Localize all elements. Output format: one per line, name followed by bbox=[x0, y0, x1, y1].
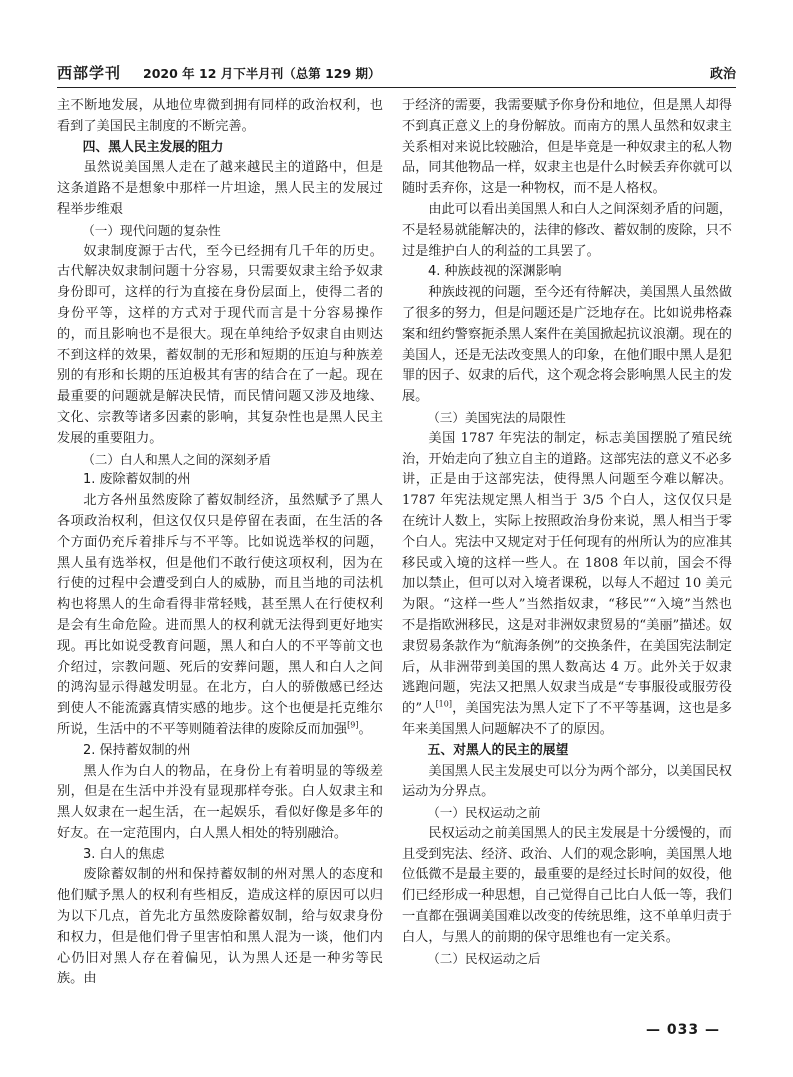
header-rule bbox=[57, 87, 736, 88]
paragraph bbox=[57, 762, 383, 845]
text-run: 于经济的需要，我需要赋予你身份和地位，但是黑人却得不到真正意义上的身份解放。而南方的黑人虽然和奴隶主关系相对来说比较融洽，但是毕竟是一种奴隶主的私人物品，同其他物品一样，奴隶主也是什么时候丢弃你就可以随时丢弃你，这是一种物权，而不是人格权。 bbox=[402, 98, 732, 197]
section-heading bbox=[57, 138, 383, 159]
text-run: 1. 废除蓄奴制的州 bbox=[83, 472, 191, 488]
section-heading bbox=[402, 741, 732, 762]
right-column bbox=[402, 96, 732, 969]
paragraph bbox=[57, 865, 383, 990]
citation-ref: [9] bbox=[347, 720, 359, 730]
page-number: — 033 — bbox=[646, 1022, 720, 1038]
paragraph bbox=[57, 96, 383, 138]
section-heading bbox=[57, 470, 383, 491]
section-heading bbox=[57, 741, 383, 762]
text-run: 四、黑人民主发展的阻力 bbox=[82, 139, 224, 155]
text-run: ，美国宪法为黑人定下了不平等基调，这也是多年来美国黑人问题解决不了的原因。 bbox=[402, 701, 732, 737]
section-heading bbox=[402, 803, 732, 824]
text-run: 美国 1787 年宪法的制定，标志美国摆脱了殖民统治，开始走向了独立自主的道路。这部宪法的意义不必多讲，正是由于这部宪法，使得黑人问题至今难以解决。1787 年宪法规定黑人相当于 3/5 个白人，这仅仅只是在统计人数上，实际上按照政治身份来说，黑人相当于零个白人。宪法中又规定对于任何现有的州所认为的应准其移民或入境的这样一些人。在 1808 年以前，国会不得加以禁止，但可以对入境者课税，以每人不超过 10 美元为限。“这样一些人”当然指奴隶，“移民”“入境”当然也不是指欧洲移民，这是对非洲奴隶贸易的“美丽”描述。奴隶贸易条款作为“航海条例”的交换条件，在美国宪法制定后，从非洲带到美国的黑人数高达 4 万。此外关于奴隶逃跑问题，宪法又把黑人奴隶当成是“专事服役或服劳役的”人 bbox=[402, 430, 732, 717]
text-run: 2. 保持蓄奴制的州 bbox=[83, 742, 191, 758]
section-heading bbox=[57, 845, 383, 866]
paragraph bbox=[402, 283, 732, 408]
page-header bbox=[57, 62, 736, 84]
text-run: （一）现代问题的复杂性 bbox=[82, 222, 221, 238]
paragraph bbox=[402, 824, 732, 949]
left-column bbox=[57, 96, 383, 990]
text-run: 北方各州虽然废除了蓄奴制经济，虽然赋予了黑人各项政治权利，但这仅仅只是停留在表面，在生活的各个方面仍充斥着排斥与不平等。比如说选举权的问题，黑人虽有选举权，但是他们不敢行使这项权利，因为在行使的过程中会遭受到白人的威胁，而且当地的司法机构也将黑人的生命看得非常轻贱，甚至黑人在行使权利是会有生命危险。进而黑人的权利就无法得到更好地实现。再比如说受教育问题，黑人和白人的不平等前文也介绍过，宗教问题、死后的安葬问题，黑人和白人之间的鸿沟显示得越发明显。在北方，白人的骄傲感已经达到使人不能流露真情实感的地步。这个也便是托克维尔所说，生活中的不平等则随着法律的废除反而加强 bbox=[57, 493, 383, 737]
text-run: 3. 白人的焦虑 bbox=[83, 846, 165, 862]
journal-issue: 2020 年 12 月下半月刊（总第 129 期） bbox=[143, 66, 381, 81]
paragraph bbox=[57, 242, 383, 450]
text-run: （二）民权运动之后 bbox=[427, 950, 541, 966]
citation-ref: [10] bbox=[435, 699, 452, 709]
journal-logo: 西部学刊 bbox=[57, 64, 122, 82]
paragraph bbox=[402, 762, 732, 804]
section-label: 政治 bbox=[709, 67, 736, 82]
text-run: 废除蓄奴制的州和保持蓄奴制的州对黑人的态度和他们赋予黑人的权利有些相反，造成这样的原因可以归为以下几点，首先北方虽然废除蓄奴制，给与奴隶身份和权力，但是他们骨子里害怕和黑人混为一谈，他们内心仍旧对黑人存在着偏见，认为黑人还是一种劣等民族。由 bbox=[57, 867, 383, 987]
text-run: 美国黑人民主发展史可以分为两个部分，以美国民权运动为分界点。 bbox=[402, 763, 732, 800]
text-run: 种族歧视的问题，至今还有待解决，美国黑人虽然做了很多的努力，但是问题还是广泛地存在。比如说弗格森案和纽约警察扼杀黑人案件在美国掀起抗议浪潮。现在的美国人，还是无法改变黑人的印象，在他们眼中黑人是犯罪的因子、奴隶的后代，这个观念将会影响黑人民主的发展。 bbox=[402, 285, 732, 405]
text-run: 由此可以看出美国黑人和白人之间深刻矛盾的问题，不是轻易就能解决的，法律的修改、蓄奴制的废除，只不过是维护白人的利益的工具罢了。 bbox=[402, 201, 732, 259]
text-run: 民权运动之前美国黑人的民主发展是十分缓慢的，而且受到宪法、经济、政治、人们的观念影响，美国黑人地位低微不是最主要的，最重要的是经过长时间的奴役，他们已经形成一种思想，自己觉得自己比白人低一等，我们一直都在强调美国难以改变的传统思维，这不单单归责于白人，与黑人的前期的保守思维也有一定关系。 bbox=[402, 825, 732, 945]
paragraph bbox=[57, 158, 383, 220]
text-run: 五、对黑人的民主的展望 bbox=[427, 742, 569, 758]
text-run: 黑人作为白人的物品，在身份上有着明显的等级差别，但是在生活中并没有显现那样夸张。白人奴隶主和黑人奴隶在一起生活，在一起娱乐，看似好像是多年的好友。在一定范围内，白人黑人相处的特别融洽。 bbox=[57, 763, 383, 841]
section-heading bbox=[402, 262, 732, 283]
text-run: （三）美国宪法的局限性 bbox=[427, 409, 566, 425]
section-heading bbox=[402, 949, 732, 970]
paragraph bbox=[402, 96, 732, 200]
section-heading bbox=[57, 221, 383, 242]
text-run: 。 bbox=[358, 721, 372, 737]
paragraph bbox=[402, 200, 732, 262]
text-run: 虽然说美国黑人走在了越来越民主的道路中，但是这条道路不是想象中那样一片坦途，黑人民主的发展过程举步维艰 bbox=[57, 160, 383, 217]
text-run: （二）白人和黑人之间的深刻矛盾 bbox=[82, 451, 272, 467]
section-heading bbox=[402, 408, 732, 429]
text-run: 奴隶制度源于古代，至今已经拥有几千年的历史。古代解决奴隶制问题十分容易，只需要奴隶主给予奴隶身份即可，这样的行为直接在身份层面上，使得二者的身份平等，这样的方式对于现代而言是十分容易操作的，而且影响也不是很大。现在单纯给予奴隶自由则达不到这样的效果，蓄奴制的无形和短期的压迫与种族差别的有形和长期的压迫极其有害的结合在了一起。现在最重要的问题就是解决民情，而民情问题又涉及地缘、文化、宗教等诸多因素的影响，其复杂性也是黑人民主发展的重要阻力。 bbox=[57, 243, 383, 446]
text-run: 主不断地发展，从地位卑微到拥有同样的政治权利，也看到了美国民主制度的不断完善。 bbox=[57, 98, 383, 134]
section-heading bbox=[57, 450, 383, 471]
paragraph bbox=[402, 429, 732, 741]
text-run: （一）民权运动之前 bbox=[427, 805, 541, 821]
paragraph bbox=[57, 491, 383, 741]
text-run: 4. 种族歧视的深渊影响 bbox=[428, 264, 562, 280]
